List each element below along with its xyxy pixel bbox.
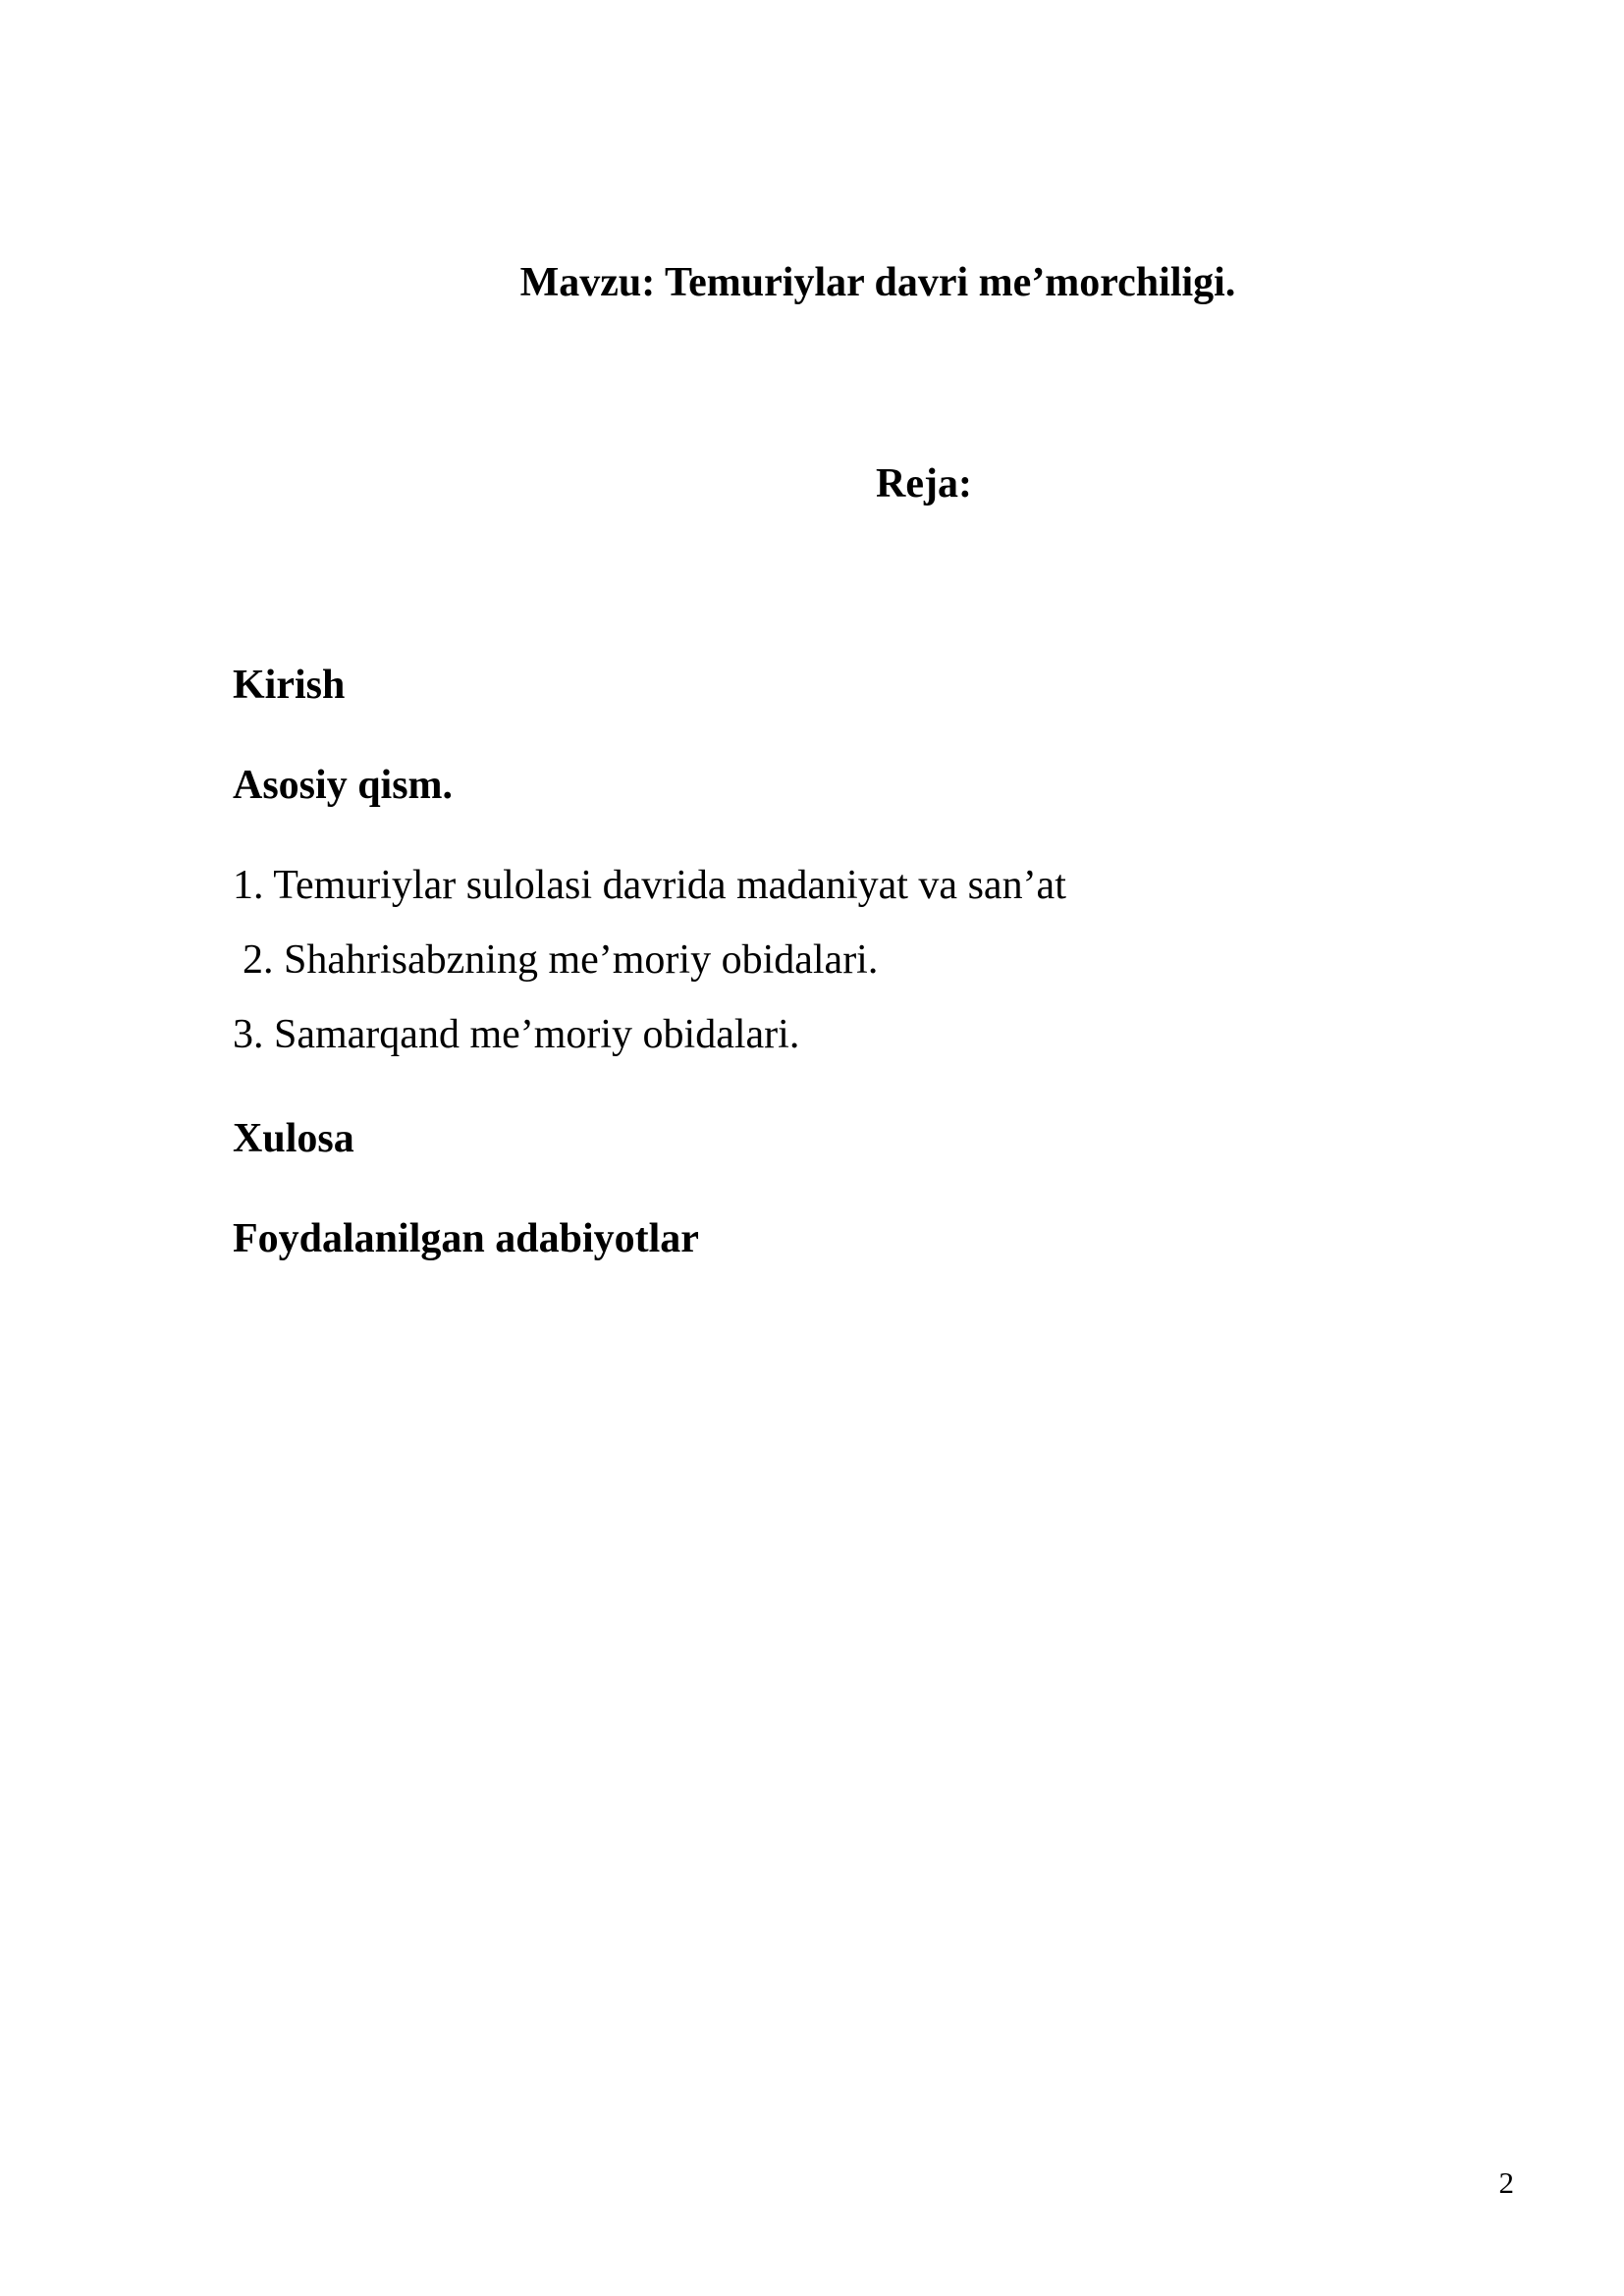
outline-conclusion: Xulosa	[233, 1116, 354, 1161]
outline-item-3: 3. Samarqand me’moriy obidalari.	[233, 1012, 800, 1057]
outline-references: Foydalanilgan adabiyotlar	[233, 1216, 699, 1261]
outline-main-part: Asosiy qism.	[233, 763, 454, 808]
page-number: 2	[1498, 2165, 1514, 2200]
outline-item-2: 2. Shahrisabzning me’moriy obidalari.	[243, 937, 879, 983]
plan-heading: Reja:	[876, 461, 972, 507]
outline-item-1: 1. Temuriylar sulolasi davrida madaniyat va san’at	[233, 863, 1066, 908]
document-title: Mavzu: Temuriylar davri me’morchiligi.	[519, 260, 1236, 305]
outline-introduction: Kirish	[233, 663, 346, 708]
